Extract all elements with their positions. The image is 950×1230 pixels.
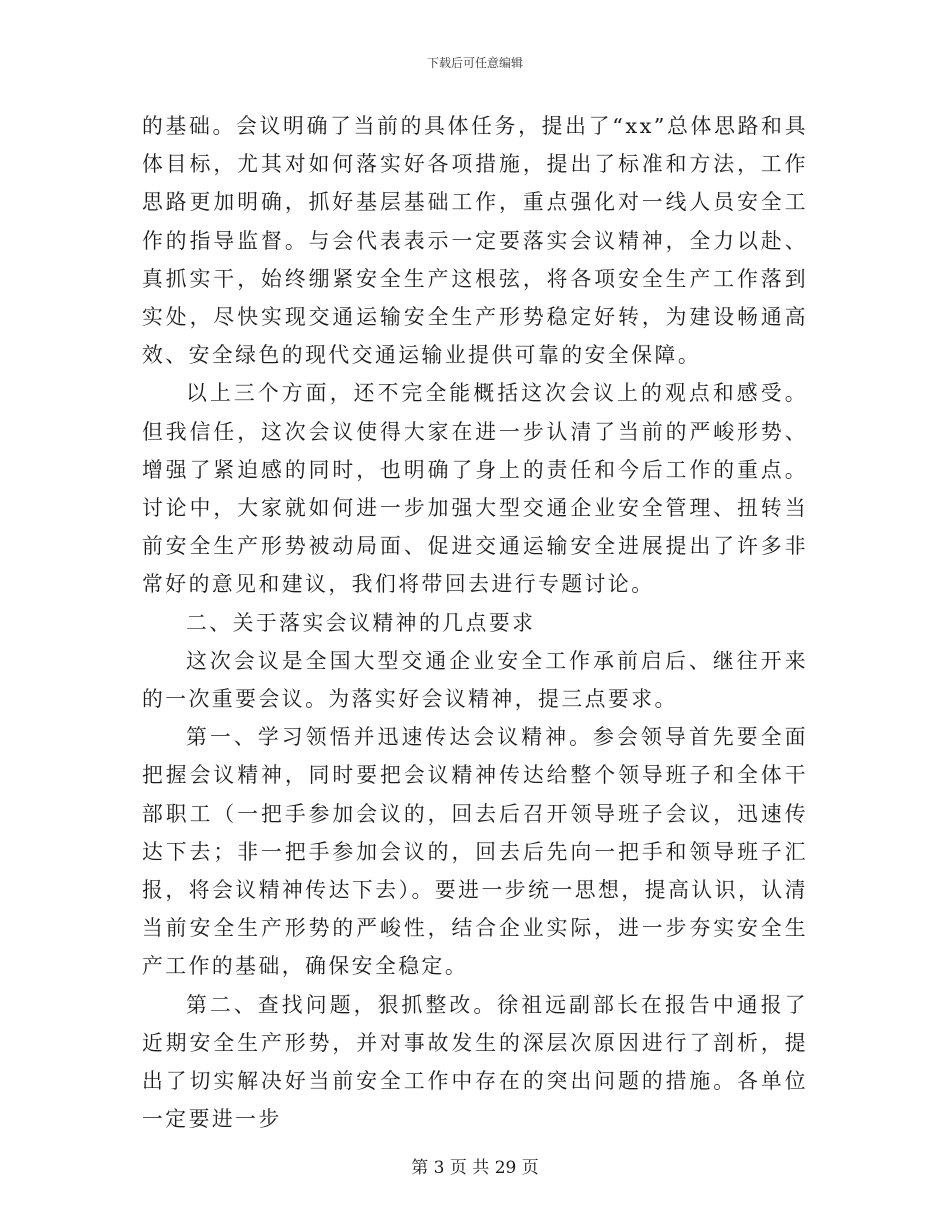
paragraph-1: 的基础。会议明确了当前的具体任务，提出了“xx”总体思路和具体目标，尤其对如何落实好各项措施，提出了标准和方法，工作思路更加明确，抓好基层基础工作，重点强化对一线人员安全工作的指导监督。与会代表表示一定要落实会议精神，全力以赴、真抓实干，始终绷紧安全生产这根弦，将各项安全生产工作落到实处，尽快实现交通运输安全生产形势稳定好转，为建设畅通高效、安全绿色的现代交通运输业提供可靠的安全保障。 bbox=[142, 114, 808, 368]
paragraph-4: 第一、学习领悟并迅速传达会议精神。参会领导首先要全面把握会议精神，同时要把会议精神传达给整个领导班子和全体干部职工（一把手参加会议的，回去后召开领导班子会议，迅速传达下去；非一把手参加会议的，回去后先向一把手和领导班子汇报，将会议精神传达下去）。要进一步统一思想，提高认识，认清当前安全生产形势的严峻性，结合企业实际，进一步夯实安全生产工作的基础，确保安全稳定。 bbox=[142, 725, 808, 979]
paragraph-5: 第二、查找问题，狠抓整改。徐祖远副部长在报告中通报了近期安全生产形势，并对事故发生的深层次原因进行了剖析，提出了切实解决好当前安全工作中存在的突出问题的措施。各单位一定要进一步 bbox=[142, 992, 808, 1132]
page-header: 下载后可任意编辑 bbox=[426, 56, 523, 70]
page-number: 第 3 页 共 29 页 bbox=[411, 1158, 539, 1178]
document-body bbox=[142, 107, 808, 1138]
paragraph-2: 以上三个方面，还不完全能概括这次会议上的观点和感受。但我信任，这次会议使得大家在进一步认清了当前的严峻形势、增强了紧迫感的同时，也明确了身上的责任和今后工作的重点。讨论中，大家就如何进一步加强大型交通企业安全管理、扭转当前安全生产形势被动局面、促进交通运输安全进展提出了许多非常好的意见和建议，我们将带回去进行专题讨论。 bbox=[142, 381, 808, 597]
section-heading: 二、关于落实会议精神的几点要求 bbox=[186, 610, 536, 635]
paragraph-3: 这次会议是全国大型交通企业安全工作承前启后、继往开来的一次重要会议。为落实好会议精神，提三点要求。 bbox=[142, 648, 808, 712]
